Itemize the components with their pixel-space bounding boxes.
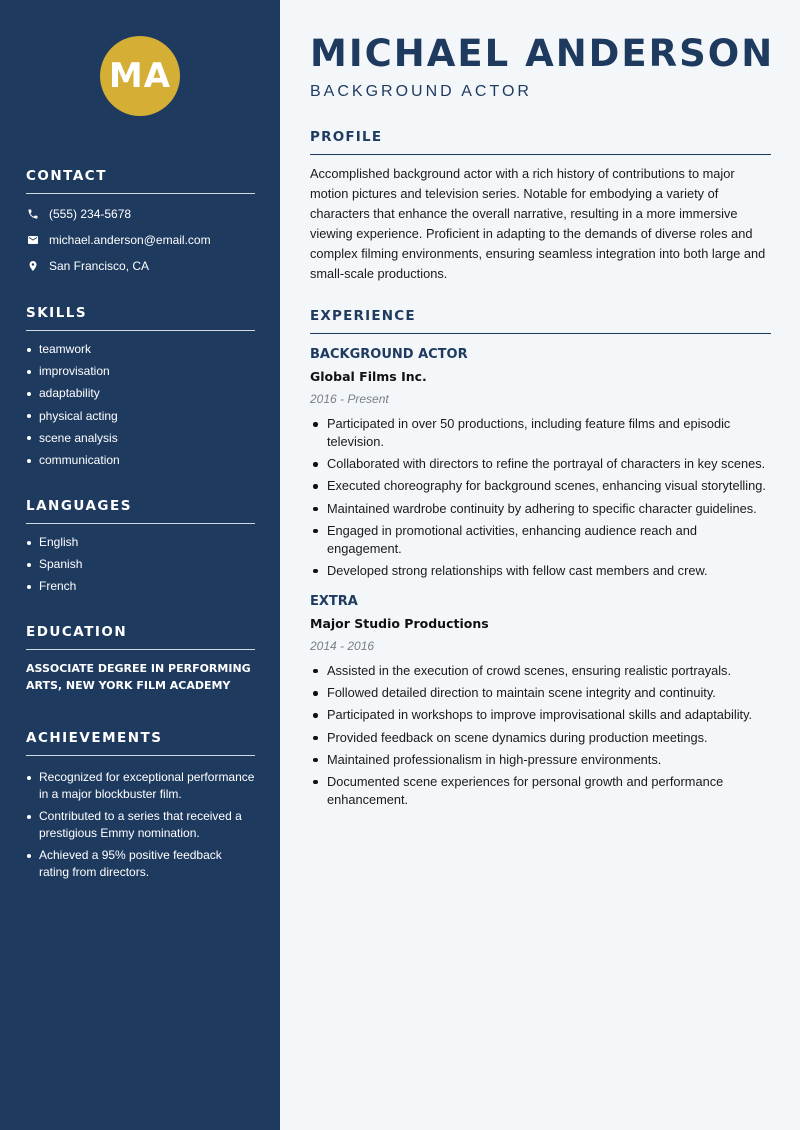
contact-phone-text: (555) 234-5678 bbox=[49, 207, 132, 221]
profile-section bbox=[310, 129, 771, 284]
job-bullet: Engaged in promotional activities, enhancing audience reach and engagement. bbox=[310, 522, 771, 558]
languages-section bbox=[26, 498, 255, 598]
job-bullet: Documented scene experiences for personal growth and performance enhancement. bbox=[310, 773, 771, 809]
job-bullet: Maintained professionalism in high-pressure environments. bbox=[310, 751, 771, 769]
profile-text: Accomplished background actor with a rich history of contributions to major motion pictures and television series. Notable for embodying a variety of characters that enhance the overall narrative, resulting in a more immersive viewing experience. Proficient in adapting to the demands of diverse roles and complex filming environments, ensuring seamless integration into both large and small-scale productions. bbox=[310, 166, 766, 281]
job-bullet: Assisted in the execution of crowd scenes, ensuring realistic portrayals. bbox=[310, 662, 771, 680]
contact-section bbox=[26, 168, 255, 279]
achievement-item: Recognized for exceptional performance in a major blockbuster film. bbox=[26, 769, 255, 803]
languages-list bbox=[26, 531, 255, 598]
job-bullet: Provided feedback on scene dynamics during production meetings. bbox=[310, 729, 771, 747]
job-dates: 2014 - 2016 bbox=[310, 638, 375, 653]
contact-location bbox=[26, 253, 255, 279]
location-pin-icon bbox=[26, 259, 40, 273]
sidebar bbox=[0, 0, 280, 1130]
achievements-heading: ACHIEVEMENTS bbox=[26, 730, 255, 756]
job-entry bbox=[310, 347, 771, 580]
job-title: EXTRA bbox=[310, 593, 358, 609]
contact-email-text: michael.anderson@email.com bbox=[49, 233, 211, 247]
contact-phone[interactable] bbox=[26, 201, 255, 227]
achievements-list bbox=[26, 769, 255, 881]
profile-heading: PROFILE bbox=[310, 129, 771, 155]
email-icon bbox=[26, 233, 40, 247]
job-bullet: Executed choreography for background scenes, enhancing visual storytelling. bbox=[310, 477, 771, 495]
skill-item: adaptability bbox=[26, 382, 255, 404]
job-bullet: Maintained wardrobe continuity by adhering to specific character guidelines. bbox=[310, 500, 771, 518]
job-title: BACKGROUND ACTOR bbox=[310, 347, 468, 362]
experience-heading: EXPERIENCE bbox=[310, 308, 771, 334]
job-bullet: Developed strong relationships with fellow cast members and crew. bbox=[310, 562, 771, 580]
avatar bbox=[100, 36, 180, 116]
contact-email[interactable] bbox=[26, 227, 255, 253]
job-bullets bbox=[310, 662, 771, 809]
contact-heading: CONTACT bbox=[26, 168, 255, 194]
achievement-item: Achieved a 95% positive feedback rating from directors. bbox=[26, 847, 255, 881]
skills-section bbox=[26, 305, 255, 471]
job-bullet: Participated in over 50 productions, including feature films and episodic television. bbox=[310, 415, 771, 451]
language-item: French bbox=[26, 575, 255, 597]
skill-item: improvisation bbox=[26, 360, 255, 382]
languages-heading: LANGUAGES bbox=[26, 498, 255, 524]
education-text: ASSOCIATE DEGREE IN PERFORMING ARTS, NEW YORK FILM ACADEMY bbox=[26, 662, 251, 692]
job-entry bbox=[310, 594, 771, 809]
job-company: Major Studio Productions bbox=[310, 615, 489, 631]
education-section bbox=[26, 624, 255, 694]
job-company: Global Films Inc. bbox=[310, 369, 427, 384]
job-bullet: Collaborated with directors to refine the portrayal of characters in key scenes. bbox=[310, 455, 771, 473]
skill-item: communication bbox=[26, 449, 255, 471]
candidate-name: MICHAEL ANDERSON bbox=[310, 32, 775, 75]
job-bullet: Participated in workshops to improve improvisational skills and adaptability. bbox=[310, 706, 771, 724]
candidate-title: BACKGROUND ACTOR bbox=[310, 83, 532, 100]
education-heading: EDUCATION bbox=[26, 624, 255, 650]
job-bullet: Followed detailed direction to maintain scene integrity and continuity. bbox=[310, 684, 771, 702]
skills-list bbox=[26, 338, 255, 471]
job-dates: 2016 - Present bbox=[310, 392, 389, 406]
achievements-section bbox=[26, 730, 255, 886]
experience-section bbox=[310, 308, 771, 813]
phone-icon bbox=[26, 207, 40, 221]
skills-heading: SKILLS bbox=[26, 305, 255, 331]
achievement-item: Contributed to a series that received a prestigious Emmy nomination. bbox=[26, 808, 255, 842]
job-bullets bbox=[310, 415, 771, 580]
skill-item: scene analysis bbox=[26, 427, 255, 449]
contact-location-text: San Francisco, CA bbox=[49, 259, 150, 273]
skill-item: teamwork bbox=[26, 338, 255, 360]
language-item: Spanish bbox=[26, 553, 255, 575]
avatar-initials: MA bbox=[108, 56, 172, 96]
skill-item: physical acting bbox=[26, 405, 255, 427]
language-item: English bbox=[26, 531, 255, 553]
